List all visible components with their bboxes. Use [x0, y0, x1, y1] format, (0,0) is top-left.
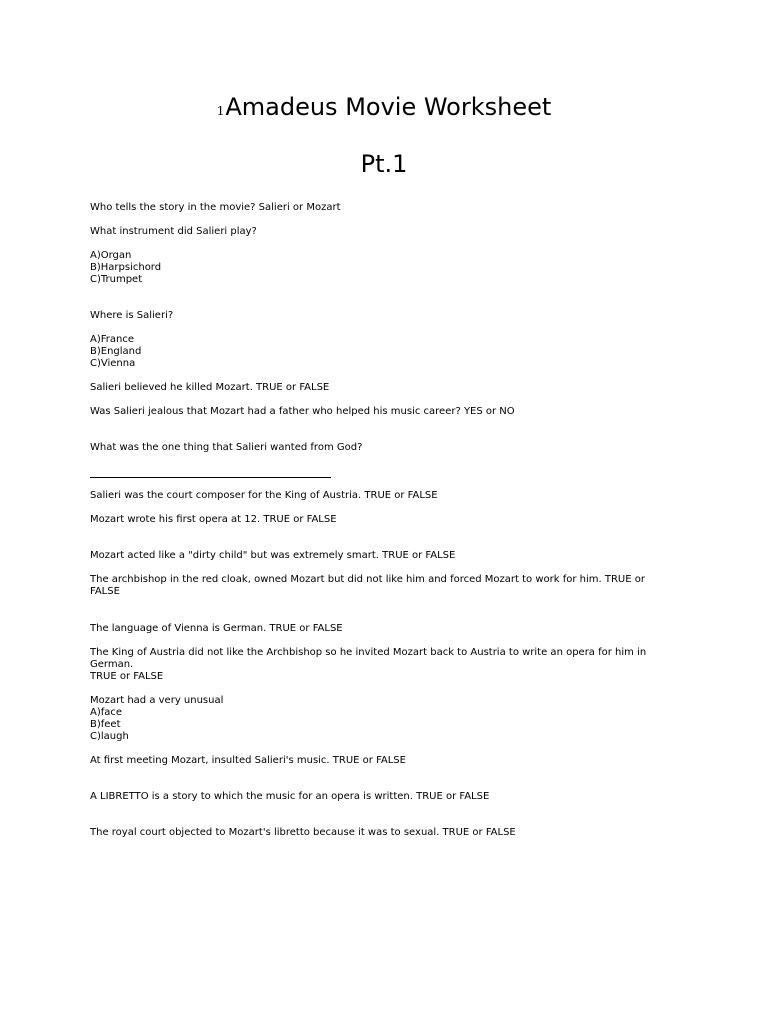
- question-first-opera: Mozart wrote his first opera at 12. TRUE or FALSE: [90, 514, 337, 525]
- question-court-composer: Salieri was the court composer for the King of Austria. TRUE or FALSE: [90, 490, 438, 501]
- question-salieri-location: Where is Salieri?: [90, 310, 174, 321]
- question-archbishop: The archbishop in the red cloak, owned Mozart but did not like him and forced Mozart to work for him. TRUE or FALSE: [90, 574, 645, 597]
- question-wanted-from-god: What was the one thing that Salieri wanted from God?: [90, 442, 363, 453]
- options-instrument: A)Organ B)Harpsichord C)Trumpet: [90, 250, 162, 285]
- worksheet-part-label: Pt.1: [360, 150, 408, 178]
- question-king-archbishop: The King of Austria did not like the Archbishop so he invited Mozart back to Austria to write an opera for him in German. TRUE or FALSE: [90, 647, 647, 682]
- answer-blank-line: [90, 477, 331, 478]
- worksheet-title: [0, 92, 768, 126]
- question-instrument: What instrument did Salieri play?: [90, 226, 257, 237]
- question-royal-court: The royal court objected to Mozart's libretto because it was to sexual. TRUE or FALSE: [90, 827, 516, 838]
- question-insulted-music: At first meeting Mozart, insulted Salieri's music. TRUE or FALSE: [90, 755, 406, 766]
- question-jealous-father: Was Salieri jealous that Mozart had a father who helped his music career? YES or NO: [90, 406, 515, 417]
- options-salieri-location: A)France B)England C)Vienna: [90, 334, 142, 369]
- question-unusual-trait: Mozart had a very unusual A)face B)feet C)laugh: [90, 695, 224, 742]
- title-text: Amadeus Movie Worksheet: [225, 93, 552, 121]
- question-dirty-child: Mozart acted like a "dirty child" but was extremely smart. TRUE or FALSE: [90, 550, 456, 561]
- question-narrator: Who tells the story in the movie? Salieri or Mozart: [90, 202, 341, 213]
- question-killed-mozart: Salieri believed he killed Mozart. TRUE or FALSE: [90, 382, 330, 393]
- question-libretto: A LIBRETTO is a story to which the music for an opera is written. TRUE or FALSE: [90, 791, 490, 802]
- question-language-vienna: The language of Vienna is German. TRUE or FALSE: [90, 623, 343, 634]
- title-footnote-number: 1: [216, 104, 225, 118]
